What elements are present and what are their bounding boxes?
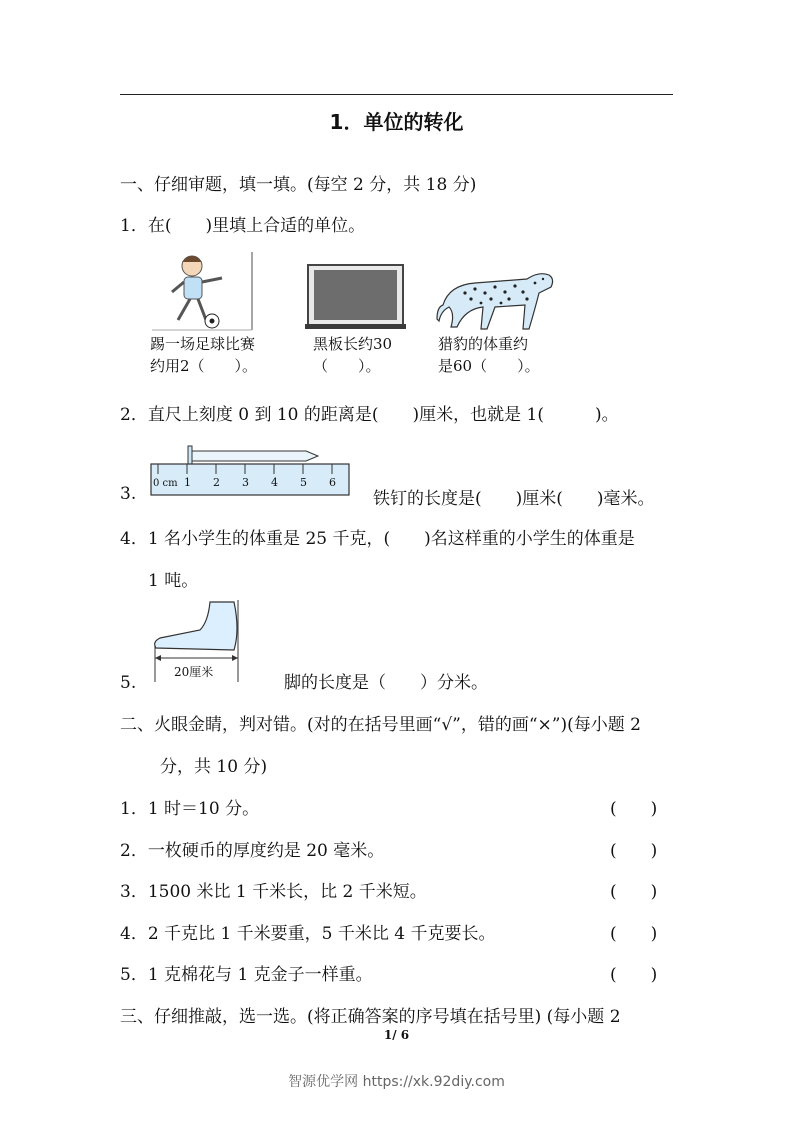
section2-heading-line2: 分，共 10 分)	[160, 757, 268, 777]
ruler-label-0: 0 cm	[153, 478, 178, 489]
judge-answer-5[interactable]: ( )	[610, 965, 658, 985]
section2-heading-line1: 二、火眼金睛，判对错。(对的在括号里画“√”，错的画“×”)(每小题 2	[120, 715, 641, 735]
ruler-label-4: 4	[271, 476, 278, 489]
ruler-label-1: 1	[184, 476, 191, 489]
footer-watermark: 智源优学网 https://xk.92diy.com	[288, 1074, 505, 1090]
section1-heading: 一、仔细审题，填一填。(每空 2 分，共 18 分)	[120, 175, 477, 195]
foot-icon	[150, 600, 245, 686]
judge-answer-2[interactable]: ( )	[610, 841, 658, 861]
q4-line1: 4．1 名小学生的体重是 25 千克，( )名这样重的小学生的体重是	[120, 529, 635, 549]
caption-blackboard: 黑板长约30 （ ）。	[313, 335, 393, 375]
judge-item-5: 5．1 克棉花与 1 克金子一样重。	[120, 965, 373, 985]
q5-text: 脚的长度是（ ）分米。	[284, 673, 488, 693]
q1-text: 1．在( )里填上合适的单位。	[120, 216, 366, 236]
q3-text: 铁钉的长度是( )厘米( )毫米。	[373, 489, 655, 509]
judge-item-2: 2．一枚硬币的厚度约是 20 毫米。	[120, 841, 385, 861]
judge-answer-1[interactable]: ( )	[610, 799, 658, 819]
cheetah-icon	[435, 265, 560, 333]
judge-item-1: 1．1 时＝10 分。	[120, 799, 260, 819]
section3-heading: 三、仔细推敲，选一选。(将正确答案的序号填在括号里) (每小题 2	[120, 1007, 621, 1027]
foot-label: 20厘米	[174, 665, 214, 679]
ruler-label-6: 6	[329, 476, 336, 489]
page-title: 1．单位的转化	[329, 110, 464, 134]
blackboard-icon	[305, 263, 407, 331]
q5-number: 5.	[120, 673, 137, 693]
caption-cheetah: 猎豹的体重约 是60（ ）。	[438, 335, 540, 375]
page-number: 1/ 6	[383, 1028, 410, 1042]
ruler-label-2: 2	[213, 476, 220, 489]
judge-answer-3[interactable]: ( )	[610, 882, 658, 902]
ruler-icon	[148, 438, 354, 500]
ruler-label-3: 3	[242, 476, 249, 489]
ruler-label-5: 5	[300, 476, 307, 489]
caption-soccer: 踢一场足球比赛 约用2（ ）。	[150, 335, 258, 375]
judge-item-3: 3．1500 米比 1 千米长，比 2 千米短。	[120, 882, 427, 902]
soccer-player-icon	[150, 250, 255, 332]
judge-item-4: 4．2 千克比 1 千米要重，5 千米比 4 千克要长。	[120, 924, 496, 944]
top-rule	[120, 94, 673, 95]
q2-text: 2．直尺上刻度 0 到 10 的距离是( )厘米，也就是 1( )。	[120, 405, 619, 425]
q4-line2: 1 吨。	[148, 571, 199, 591]
judge-answer-4[interactable]: ( )	[610, 924, 658, 944]
q3-number: 3.	[120, 484, 137, 504]
